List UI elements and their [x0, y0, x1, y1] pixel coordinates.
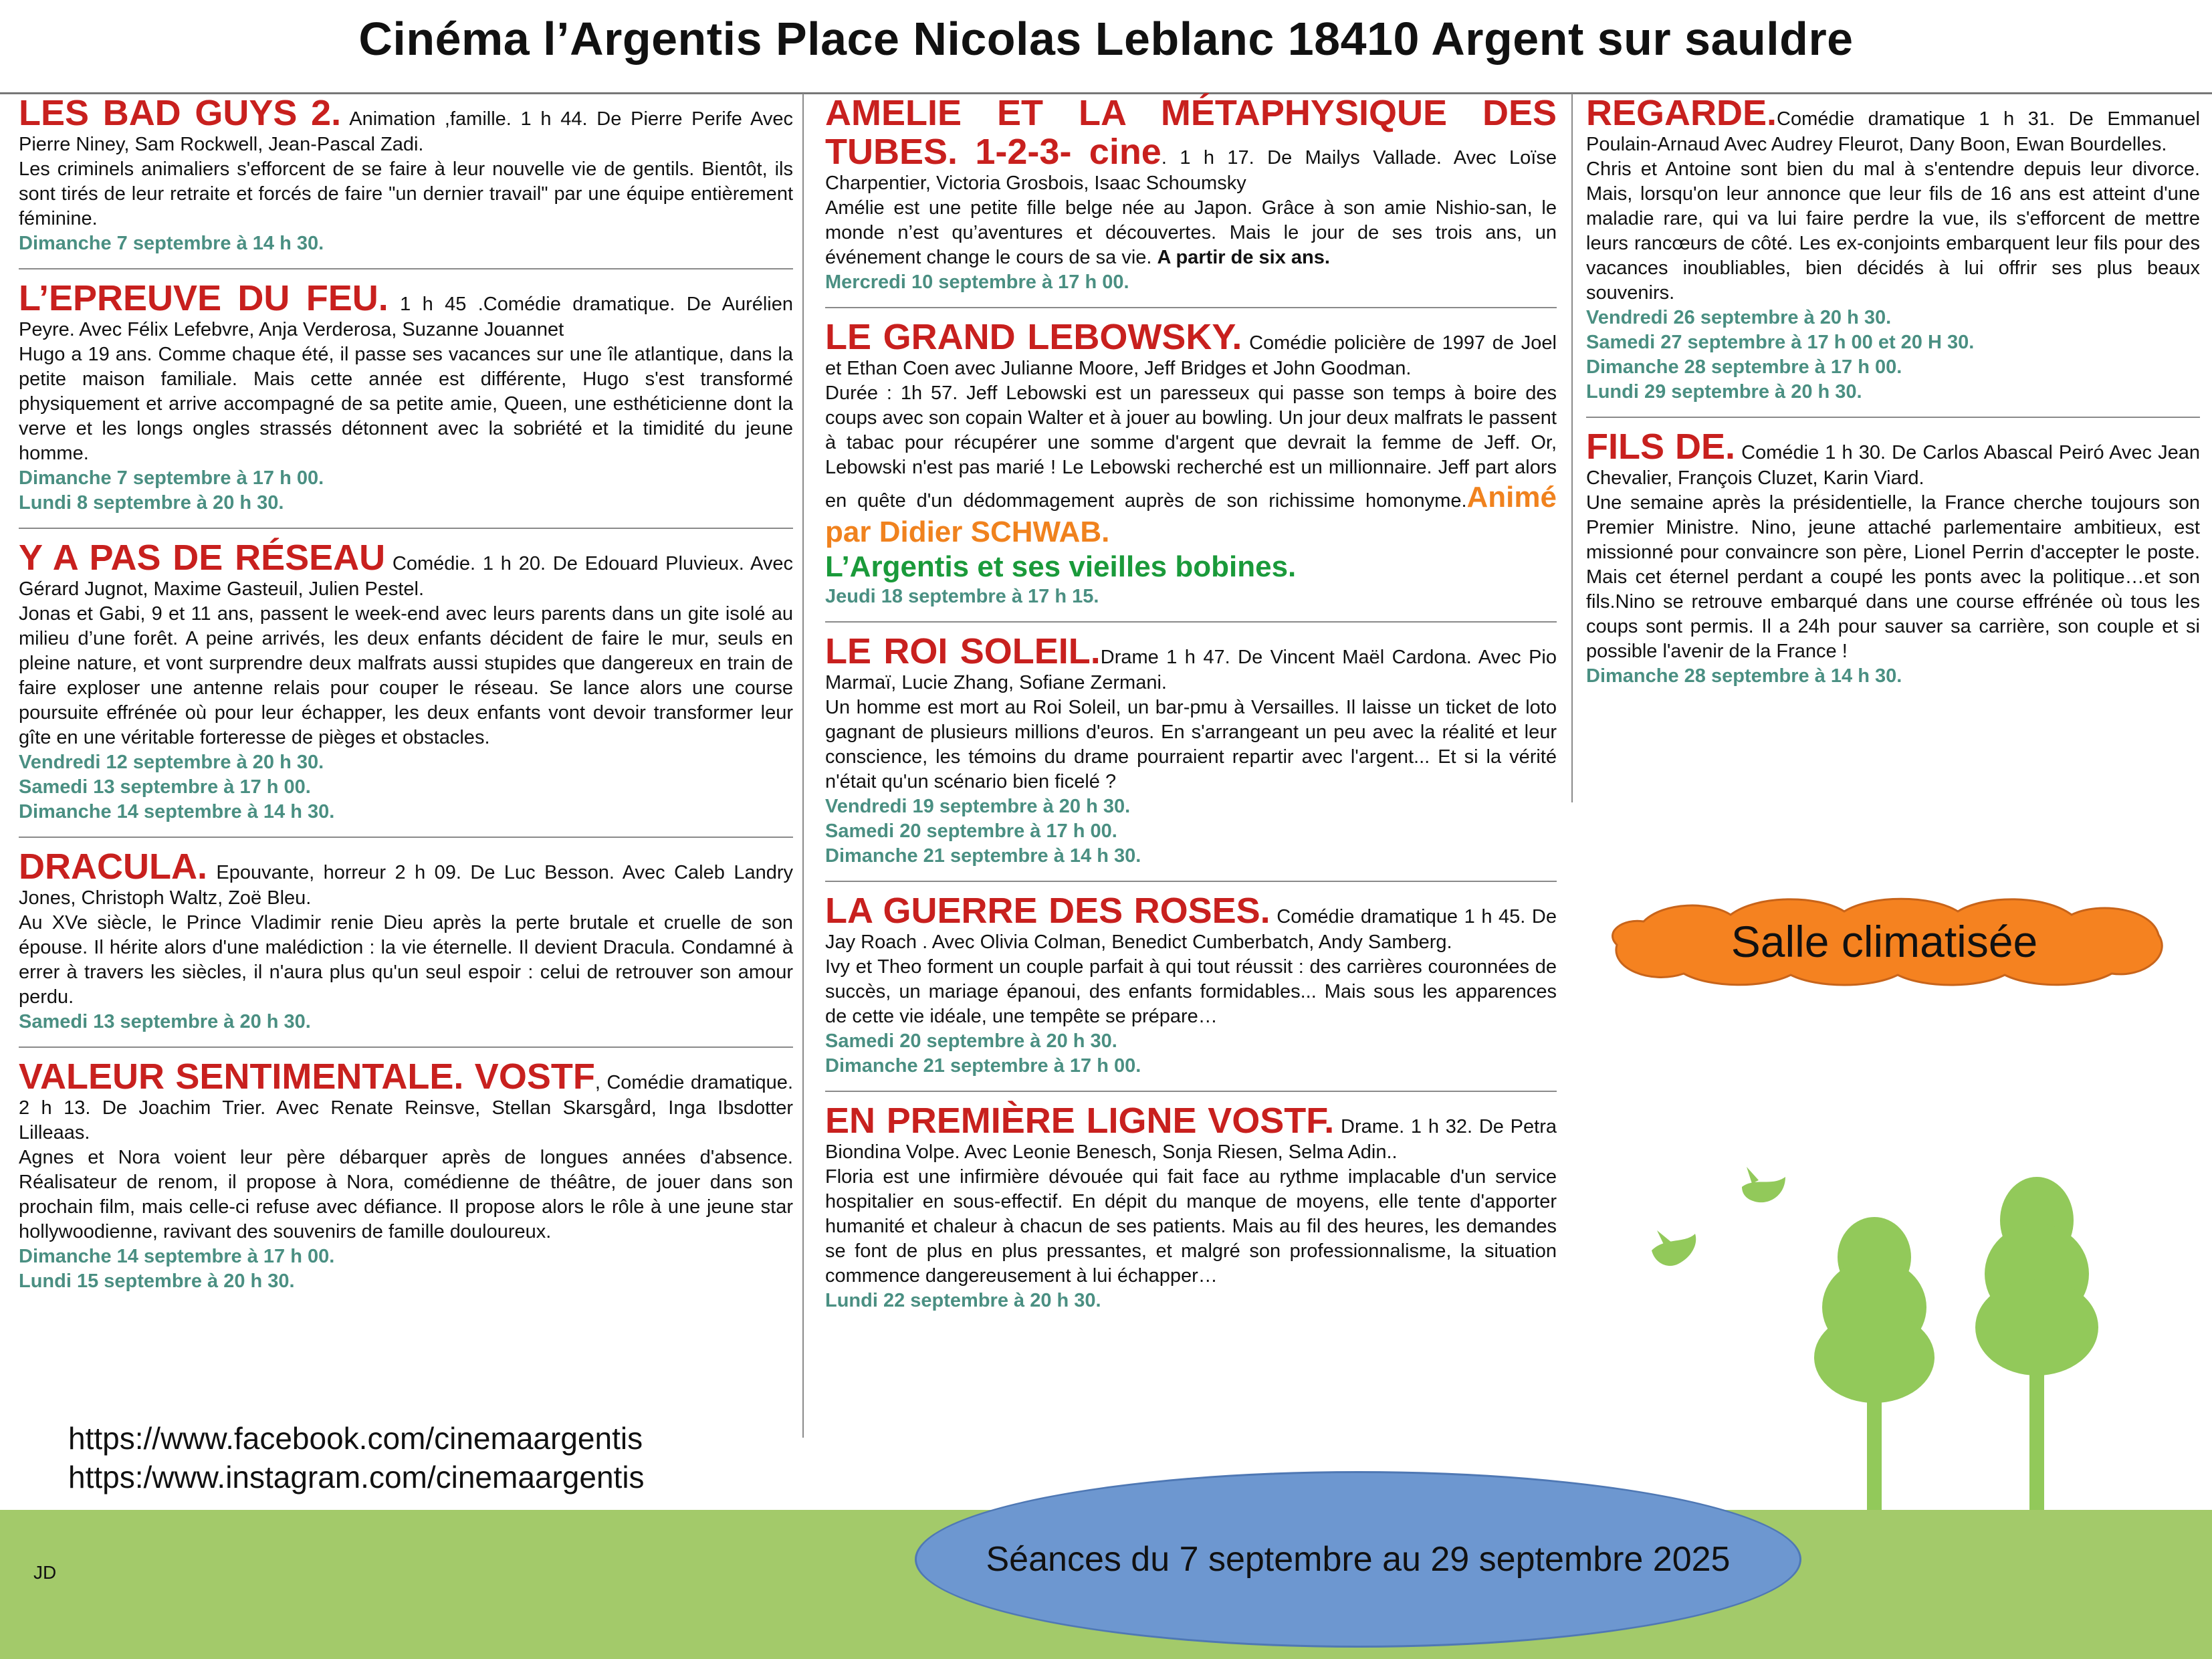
film-synopsis-text: Au XVe siècle, le Prince Vladimir renie Dieu après la perte brutale et cruelle de son épouse. Il hérite alors d'une malédiction : la vie éternelle. Il devient Dracula. Condamné à errer à travers les siècles, il n'aura plus qu'un seul espoir : celui de retrouver son amour perdu.: [19, 912, 793, 1008]
trees-illustration: [1625, 1157, 2120, 1518]
film-header: [825, 1101, 1557, 1165]
film-entry: [19, 279, 793, 516]
film-entry: [19, 1057, 793, 1294]
film-synopsis: [19, 1145, 793, 1244]
showtime: Lundi 22 septembre à 20 h 30.: [825, 1290, 1101, 1311]
showtime: Samedi 20 septembre à 20 h 30.: [825, 1030, 1117, 1052]
film-entry: [1586, 94, 2200, 405]
film-synopsis: [825, 1165, 1557, 1289]
film-synopsis: [19, 342, 793, 466]
animator-note: Animé par Didier SCHWAB.: [825, 481, 1557, 548]
showtime: Dimanche 21 septembre à 17 h 00.: [825, 1055, 1141, 1077]
showtime: Dimanche 28 septembre à 17 h 00.: [1586, 356, 1902, 378]
divider: [1586, 417, 2200, 418]
cloud-label: Salle climatisée: [1731, 917, 2038, 966]
film-title: EN PREMIÈRE LIGNE VOSTF.: [825, 1101, 1335, 1141]
film-synopsis-text: Chris et Antoine sont bien du mal à s'entendre depuis leur divorce. Mais, lorsqu'on leur annonce que leur fils de 16 ans est atteint d'une maladie rare, qui va lui faire perdre la vue, ils s'efforcent de mettre leurs rancœurs de côté. Les ex-conjoints embarquent leur fils pour des vacances inoubliables, bien décidés à lui offrir ses plus beaux souvenirs.: [1586, 158, 2200, 304]
film-title: Y A PAS DE RÉSEAU: [19, 538, 386, 578]
dates-ellipse: [915, 1471, 1801, 1648]
film-synopsis-text: Floria est une infirmière dévouée qui fait face au rythme implacable d'un service hospitalier en sous-effectif. En dépit du manque de moyens, elle tente d'apporter humanité et chaleur à chacun de ses patients. Mais au fil des heures, les demandes se font de plus en plus pressantes, et malgré son professionnalisme, la situation commence dangereusement à lui échapper…: [825, 1166, 1557, 1287]
divider: [825, 621, 1557, 623]
divider: [825, 1091, 1557, 1092]
showtime: Mercredi 10 septembre à 17 h 00.: [825, 271, 1129, 293]
film-header: [825, 94, 1557, 196]
film-header: [825, 891, 1557, 955]
club-note: L’Argentis et ses vieilles bobines.: [825, 550, 1297, 583]
film-synopsis-text: Jonas et Gabi, 9 et 11 ans, passent le week-end avec leurs parents dans un gite isolé au milieu d’une forêt. A peine arrivés, les deux enfants décident de faire le mur, seuls en pleine nature, et vont surprendre deux malfrats aussi stupides que dangereux en train de faire exploser une antenne relais pour couper le réseau. Se lance alors une course poursuite effrénée où pour leur échapper, les deux enfants vont devoir transformer leur gîte en une véritable forteresse de pièges et obstacles.: [19, 603, 793, 748]
film-title: REGARDE.: [1586, 93, 1777, 133]
showtime: Dimanche 7 septembre à 17 h 00.: [19, 467, 324, 489]
age-note: A partir de six ans.: [1157, 247, 1330, 268]
showtime: Dimanche 28 septembre à 14 h 30.: [1586, 665, 1902, 687]
divider: [19, 268, 793, 269]
bird-icon: [1652, 1230, 1696, 1266]
film-meta: Drame 1 h 47. De Vincent Maël Cardona. Avec Pio Marmaï, Lucie Zhang, Sofiane Zermani.: [825, 647, 1557, 693]
film-entry: [825, 1101, 1557, 1313]
showtime: Dimanche 7 septembre à 14 h 30.: [19, 233, 324, 254]
film-title: VALEUR SENTIMENTALE. VOSTF: [19, 1057, 595, 1097]
film-meta: Comédie 1 h 30. De Carlos Abascal Peiró Avec Jean Chevalier, François Cluzet, Karin Viard.: [1586, 442, 2201, 489]
film-entry: [825, 94, 1557, 295]
tree-icon: [1975, 1177, 2098, 1511]
showtime: Samedi 27 septembre à 17 h 00 et 20 H 30.: [1586, 332, 1975, 353]
header: [0, 0, 2212, 94]
showtime: Vendredi 26 septembre à 20 h 30.: [1586, 307, 1892, 328]
showtime: Samedi 13 septembre à 20 h 30.: [19, 1011, 311, 1032]
film-header: [825, 632, 1557, 695]
film-header: [825, 318, 1557, 381]
film-synopsis-text: Amélie est une petite fille belge née au Japon. Grâce à son amie Nishio-san, le monde n’est qu’aventures et découvertes. Mais le jour de ses trois ans, un événement change le cours de sa vie.: [825, 197, 1557, 268]
showtime: Vendredi 12 septembre à 20 h 30.: [19, 752, 324, 773]
film-title: LE GRAND LEBOWSKY.: [825, 317, 1242, 357]
facebook-link[interactable]: https://www.facebook.com/cinemaargentis: [68, 1421, 643, 1456]
film-synopsis: [19, 602, 793, 750]
film-title: AMELIE ET LA MÉTAPHYSIQUE DES TUBES. 1-2-3- cine: [825, 93, 1557, 172]
film-synopsis-text: Agnes et Nora voient leur père débarquer après de longues années d'absence. Réalisateur de renom, il propose à Nora, comédienne de théâtre, de jouer dans son prochain film, mais celle-ci refuse avec défiance. Il propose alors le rôle à une jeune star hollywoodienne, ravivant des souvenirs de famille douloureux.: [19, 1147, 793, 1242]
film-meta: Animation ,famille. 1 h 44. De Pierre Perife Avec Pierre Niney, Sam Rockwell, Jean-Pascal Zadi.: [19, 108, 794, 155]
film-synopsis: [19, 157, 793, 231]
film-title: LE ROI SOLEIL.: [825, 631, 1101, 671]
film-header: [19, 279, 793, 342]
film-synopsis: [825, 196, 1557, 270]
dates-label: Séances du 7 septembre au 29 septembre 2025: [986, 1540, 1731, 1579]
film-header: [1586, 94, 2200, 157]
film-title: LA GUERRE DES ROSES.: [825, 891, 1270, 931]
column-middle: [802, 94, 1557, 1438]
signature: JD: [33, 1562, 57, 1583]
film-header: [19, 1057, 793, 1145]
film-synopsis-text: Un homme est mort au Roi Soleil, un bar-pmu à Versailles. Il laisse un ticket de loto gagnant de plusieurs millions d'euros. En s'arrangeant un peu avec la réalité et leur conscience, les témoins du drame pourraient repartir avec l'argent... Et si la vérité n'était qu'un scénario bien ficelé ?: [825, 697, 1557, 792]
column-left: [19, 94, 793, 1294]
film-meta: Comédie policière de 1997 de Joel et Ethan Coen avec Julianne Moore, Jeff Bridges et John Goodman.: [825, 332, 1557, 379]
showtime: Samedi 20 septembre à 17 h 00.: [825, 820, 1117, 842]
page-title: Cinéma l’Argentis Place Nicolas Leblanc 18410 Argent sur sauldre: [358, 13, 1854, 65]
film-entry: [19, 94, 793, 256]
film-title: L’EPREUVE DU FEU.: [19, 278, 389, 318]
showtime: Lundi 8 septembre à 20 h 30.: [19, 492, 284, 514]
film-synopsis: [825, 695, 1557, 794]
film-entry: [825, 891, 1557, 1079]
film-meta: Comédie dramatique 1 h 31. De Emmanuel Poulain-Arnaud Avec Audrey Fleurot, Dany Boon, Ewan Bourdelles.: [1586, 108, 2200, 155]
film-header: [1586, 427, 2200, 491]
film-entry: [825, 318, 1557, 609]
divider: [19, 1046, 793, 1048]
divider: [19, 837, 793, 838]
film-title: LES BAD GUYS 2.: [19, 93, 342, 133]
film-synopsis: [1586, 157, 2200, 306]
film-synopsis-text: Durée : 1h 57. Jeff Lebowski est un paresseux qui passe son temps à boire des coups avec son copain Walter et à jouer au bowling. Un jour deux malfrats le passent à tabac pour récupérer une somme d'argent que devrait la femme de Jeff. Or, Lebowski n'est pas marié ! Le Lebowski recherché est un millionnaire. Jeff part alors en quête d'un dédommagement auprès de son richissime homonyme.: [825, 382, 1557, 512]
showtime: Samedi 13 septembre à 17 h 00.: [19, 776, 311, 798]
film-meta: , Comédie dramatique. 2 h 13. De Joachim Trier. Avec Renate Reinsve, Stellan Skarsgård, Inga Ibsdotter Lilleaas.: [19, 1072, 793, 1143]
column-right: [1571, 94, 2200, 802]
divider: [825, 307, 1557, 308]
film-synopsis: [825, 955, 1557, 1029]
film-synopsis-text: Les criminels animaliers s'efforcent de se faire à leur nouvelle vie de gentils. Bientôt, ils sont tirés de leur retraite et forcés de faire "un dernier travail" par une équipe entièrement féminine.: [19, 158, 793, 229]
showtime: Vendredi 19 septembre à 20 h 30.: [825, 796, 1131, 817]
showtime: Lundi 15 septembre à 20 h 30.: [19, 1270, 295, 1292]
showtime: Jeudi 18 septembre à 17 h 15.: [825, 586, 1099, 607]
film-synopsis-text: Hugo a 19 ans. Comme chaque été, il passe ses vacances sur une île atlantique, dans la petite maison familiale. Mais cette année est différente, Hugo s'est transformé physiquement et arrive accompagné de sa petite amie, Queen, une esthéticienne dont la verve et les longs ongles strassés détonnent avec la sobriété et la timidité du jeune homme.: [19, 344, 793, 464]
tree-icon: [1814, 1217, 1934, 1511]
film-entry: [19, 847, 793, 1034]
film-entry: [19, 538, 793, 824]
film-synopsis-text: Une semaine après la présidentielle, la France cherche toujours son Premier Ministre. Nino, jeune attaché parlementaire ambitieux, est missionné pour convaincre son père, Lionel Perrin d'accepter le poste. Mais cet éternel perdant a coupé les ponts avec la politique…et son fils.Nino se retrouve embarqué dans une course effrénée où tous les coups sont permis. Il a 24h pour sauver sa carrière, son couple et si possible l'avenir de la France !: [1586, 492, 2200, 662]
divider: [19, 528, 793, 529]
film-header: [19, 847, 793, 911]
film-title: FILS DE.: [1586, 427, 1736, 467]
film-title: DRACULA.: [19, 847, 207, 887]
showtime: Dimanche 14 septembre à 17 h 00.: [19, 1246, 335, 1267]
film-synopsis: [825, 381, 1557, 550]
film-header: [19, 538, 793, 602]
film-synopsis: [1586, 491, 2200, 664]
film-synopsis: [19, 911, 793, 1010]
instagram-link[interactable]: https:/www.instagram.com/cinemaargentis: [68, 1460, 645, 1495]
bird-icon: [1742, 1167, 1785, 1202]
film-entry: [825, 632, 1557, 869]
showtime: Dimanche 14 septembre à 14 h 30.: [19, 801, 335, 822]
film-synopsis-text: Ivy et Theo forment un couple parfait à qui tout réussit : des carrières couronnées de succès, un mariage épanoui, des enfants formidables... Mais sous les apparences de cette vie idéale, une tempête se prépare…: [825, 956, 1557, 1027]
social-links: [68, 1419, 645, 1497]
film-meta: . 1 h 17. De Mailys Vallade. Avec Loïse Charpentier, Victoria Grosbois, Isaac Schoumsky: [825, 147, 1557, 194]
film-meta: Comédie dramatique 1 h 45. De Jay Roach . Avec Olivia Colman, Benedict Cumberbatch, Andy Samberg.: [825, 906, 1557, 953]
film-meta: 1 h 45 .Comédie dramatique. De Aurélien Peyre. Avec Félix Lefebvre, Anja Verderosa, Suzanne Jouannet: [19, 294, 793, 340]
film-meta: Drame. 1 h 32. De Petra Biondina Volpe. Avec Leonie Benesch, Sonja Riesen, Selma Adin..: [825, 1116, 1557, 1163]
divider: [825, 881, 1557, 882]
film-entry: [1586, 427, 2200, 689]
showtime: Lundi 29 septembre à 20 h 30.: [1586, 381, 1862, 403]
showtime: Dimanche 21 septembre à 14 h 30.: [825, 845, 1141, 867]
film-meta: Comédie. 1 h 20. De Edouard Pluvieux. Avec Gérard Jugnot, Maxime Gasteuil, Julien Pestel.: [19, 553, 793, 600]
film-header: [19, 94, 793, 157]
film-meta: Epouvante, horreur 2 h 09. De Luc Besson. Avec Caleb Landry Jones, Christoph Waltz, Zoë Bleu.: [19, 862, 793, 909]
